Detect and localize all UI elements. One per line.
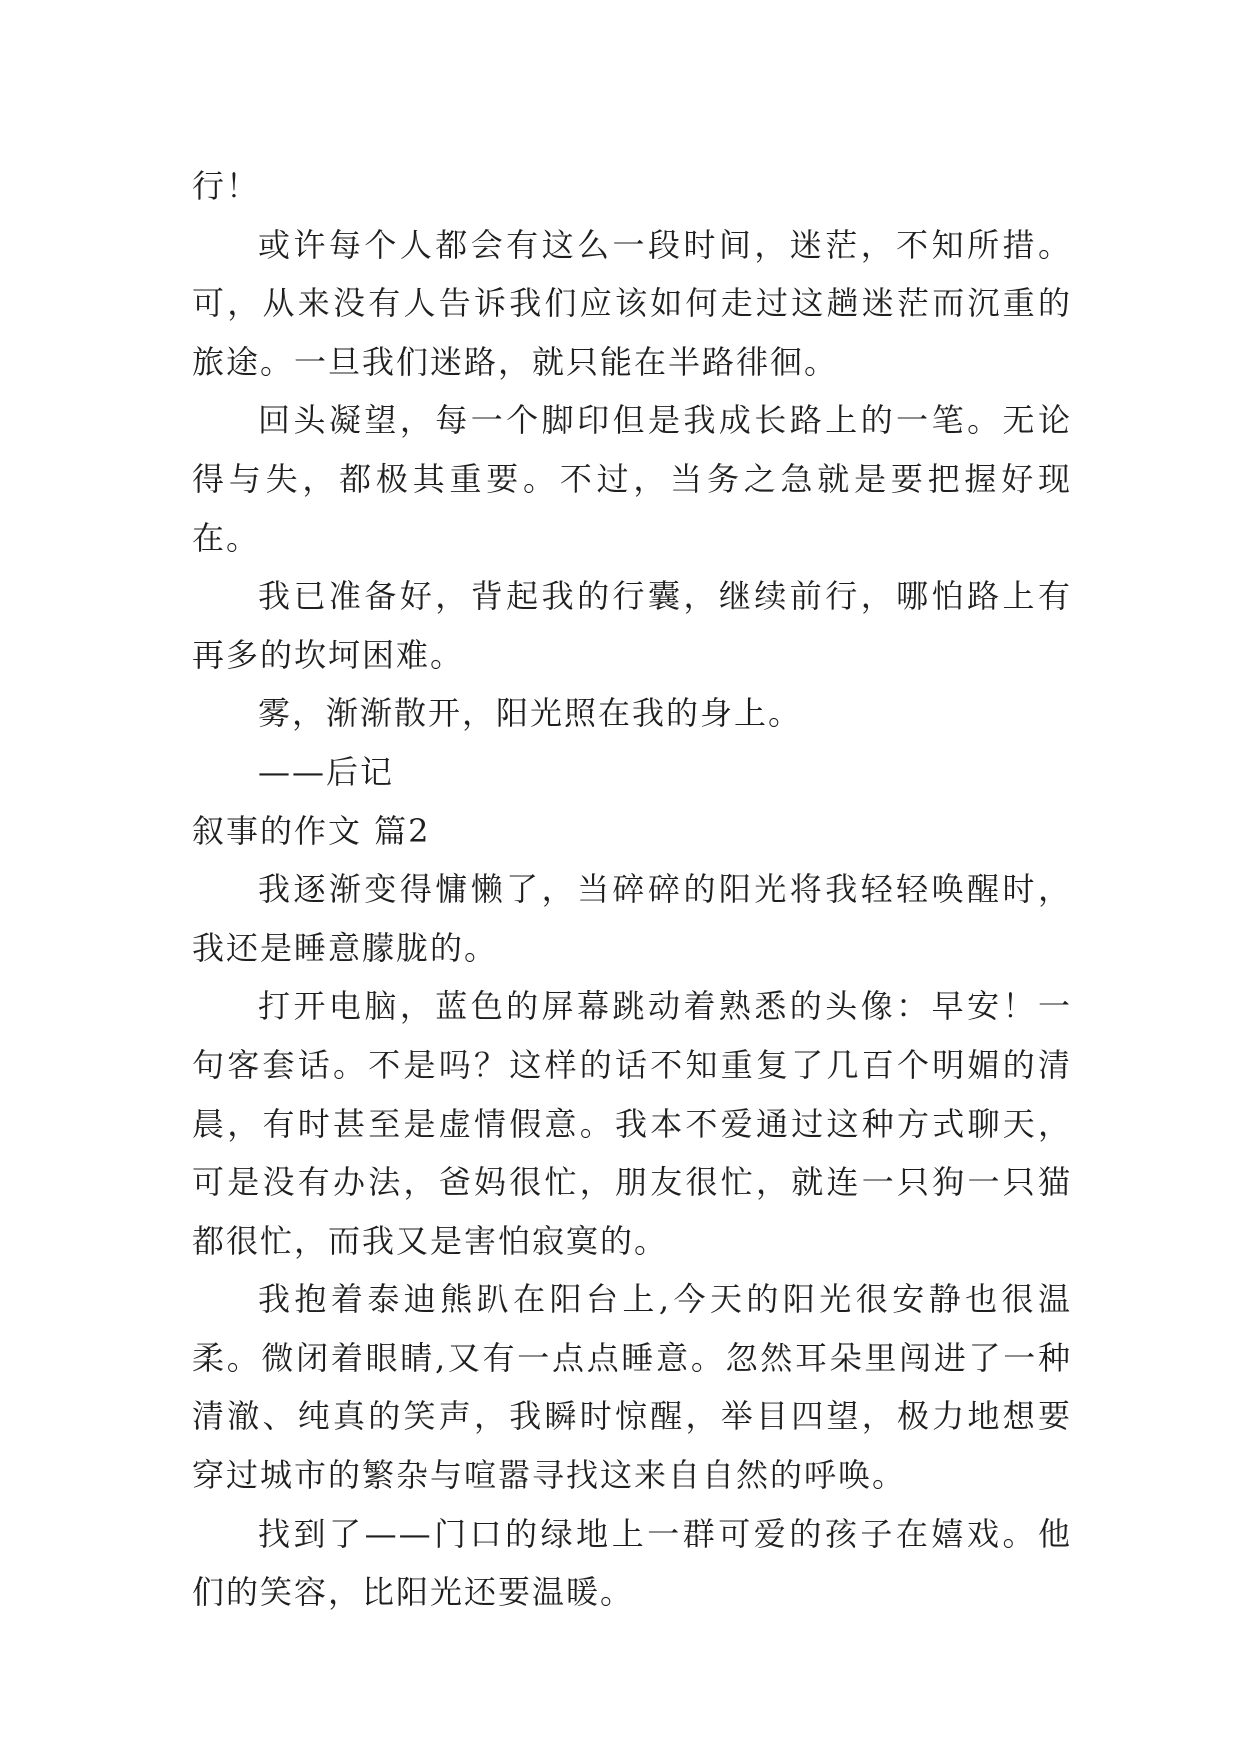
paragraph-children: 找到了——门口的绿地上一群可爱的孩子在嬉戏。他们的笑容，比阳光还要温暖。	[192, 1514, 1072, 1612]
paragraph-fog: 雾，渐渐散开，阳光照在我的身上。	[258, 694, 803, 733]
paragraph-postscript: ——后记	[258, 752, 395, 791]
paragraph-ready: 我已准备好，背起我的行囊，继续前行，哪怕路上有再多的坎坷困难。	[192, 577, 1072, 674]
paragraph-lazy: 我逐渐变得慵懒了，当碎碎的阳光将我轻轻唤醒时，我还是睡意朦胧的。	[192, 870, 1072, 967]
paragraph-continuation: 行！	[192, 167, 261, 205]
section-heading: 叙事的作文 篇2	[192, 811, 431, 850]
document-page	[192, 157, 1072, 1622]
paragraph-balcony: 我抱着泰迪熊趴在阳台上,今天的阳光很安静也很温柔。微闭着眼睛,又有一点点睡意。忽然耳朵里闯进了一种清澈、纯真的笑声，我瞬时惊醒，举目四望，极力地想要穿过城市的繁杂与喧嚣寻找这来自自然的呼唤。	[192, 1280, 1072, 1495]
paragraph-computer: 打开电脑，蓝色的屏幕跳动着熟悉的头像：早安！一句客套话。不是吗？这样的话不知重复了几百个明媚的清晨，有时甚至是虚情假意。我本不爱通过这种方式聊天，可是没有办法，爸妈很忙，朋友很忙，就连一只狗一只猫都很忙，而我又是害怕寂寞的。	[192, 987, 1072, 1260]
paragraph-confusion: 或许每个人都会有这么一段时间，迷茫，不知所措。可，从来没有人告诉我们应该如何走过这趟迷茫而沉重的旅途。一旦我们迷路，就只能在半路徘徊。	[192, 225, 1072, 381]
paragraph-looking-back: 回头凝望，每一个脚印但是我成长路上的一笔。无论得与失，都极其重要。不过，当务之急就是要把握好现在。	[192, 401, 1072, 557]
